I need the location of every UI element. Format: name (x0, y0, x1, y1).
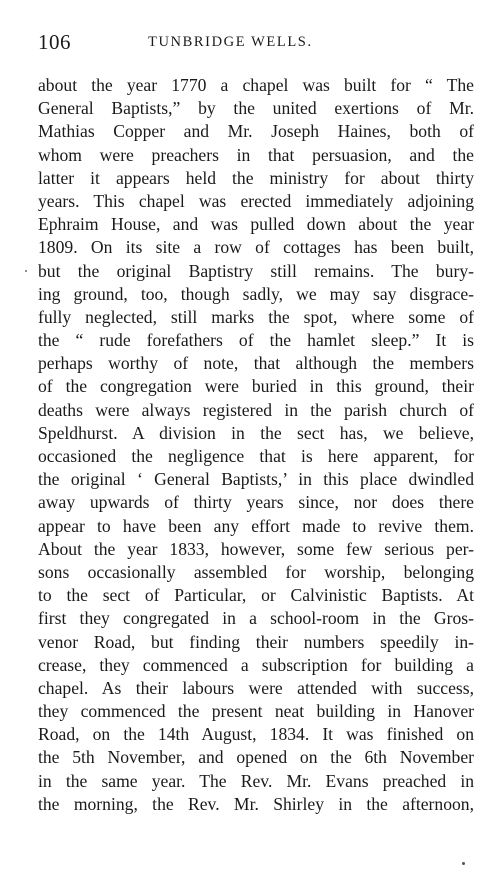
text-line: sons occasionally assembled for worship, belonging (38, 561, 474, 582)
text-line: deaths were always registered in the parish church of (38, 399, 474, 420)
text-line: perhaps worthy of note, that although the members (38, 353, 474, 374)
text-line: about the year 1770 a chapel was built for “ The (38, 75, 474, 95)
text-line: the 5th November, and opened on the 6th November (38, 747, 474, 768)
text-line: crease, they commenced a subscription for building a (38, 654, 474, 675)
text-line: About the year 1833, however, some few serious per- (38, 538, 474, 559)
text-line: ing ground, too, though sadly, we may say disgrace- (38, 283, 474, 304)
margin-tick-mark (25, 270, 27, 272)
text-line: away upwards of thirty years since, nor does there (38, 492, 474, 513)
text-line: venor Road, but finding their numbers speedily in- (38, 631, 474, 652)
text-line: chapel. As their labours were attended with success, (38, 677, 474, 698)
running-title: TUNBRIDGE WELLS. (148, 34, 313, 50)
page-number: 106 (38, 30, 71, 54)
text-line: fully neglected, still marks the spot, where some of (38, 306, 474, 327)
text-line: Mathias Copper and Mr. Joseph Haines, both of (38, 121, 474, 142)
text-line: whom were preachers in that persuasion, and the (38, 144, 474, 165)
text-line: Road, on the 14th August, 1834. It was finished on (38, 724, 474, 745)
text-line: the original ‘ General Baptists,’ in this place dwindled (38, 469, 474, 490)
text-line: 1809. On its site a row of cottages has been built, (38, 237, 474, 258)
text-line: they commenced the present neat building in Hanover (38, 701, 474, 722)
text-line: in the same year. The Rev. Mr. Evans preached in (38, 770, 474, 791)
text-line: but the original Baptistry still remains. The bury- (38, 260, 474, 281)
running-head (38, 30, 470, 54)
text-line: latter it appears held the ministry for about thirty (38, 167, 474, 188)
text-line: years. This chapel was erected immediately adjoining (38, 190, 474, 211)
print-mark (462, 862, 465, 865)
text-line: first they congregated in a school-room in the Gros- (38, 608, 474, 629)
text-line: the “ rude forefathers of the hamlet sleep.” It is (38, 330, 474, 351)
text-line: appear to have been any effort made to revive them. (38, 515, 474, 536)
text-line: of the congregation were buried in this ground, their (38, 376, 474, 397)
body-text (38, 74, 474, 816)
text-line: to the sect of Particular, or Calvinistic Baptists. At (38, 585, 474, 606)
text-line: General Baptists,” by the united exertions of Mr. (38, 98, 474, 119)
text-line: occasioned the negligence that is here apparent, for (38, 446, 474, 466)
text-line: Ephraim House, and was pulled down about the year (38, 214, 474, 235)
text-line: the morning, the Rev. Mr. Shirley in the afternoon, (38, 793, 474, 814)
text-line: Speldhurst. A division in the sect has, we believe, (38, 422, 474, 443)
